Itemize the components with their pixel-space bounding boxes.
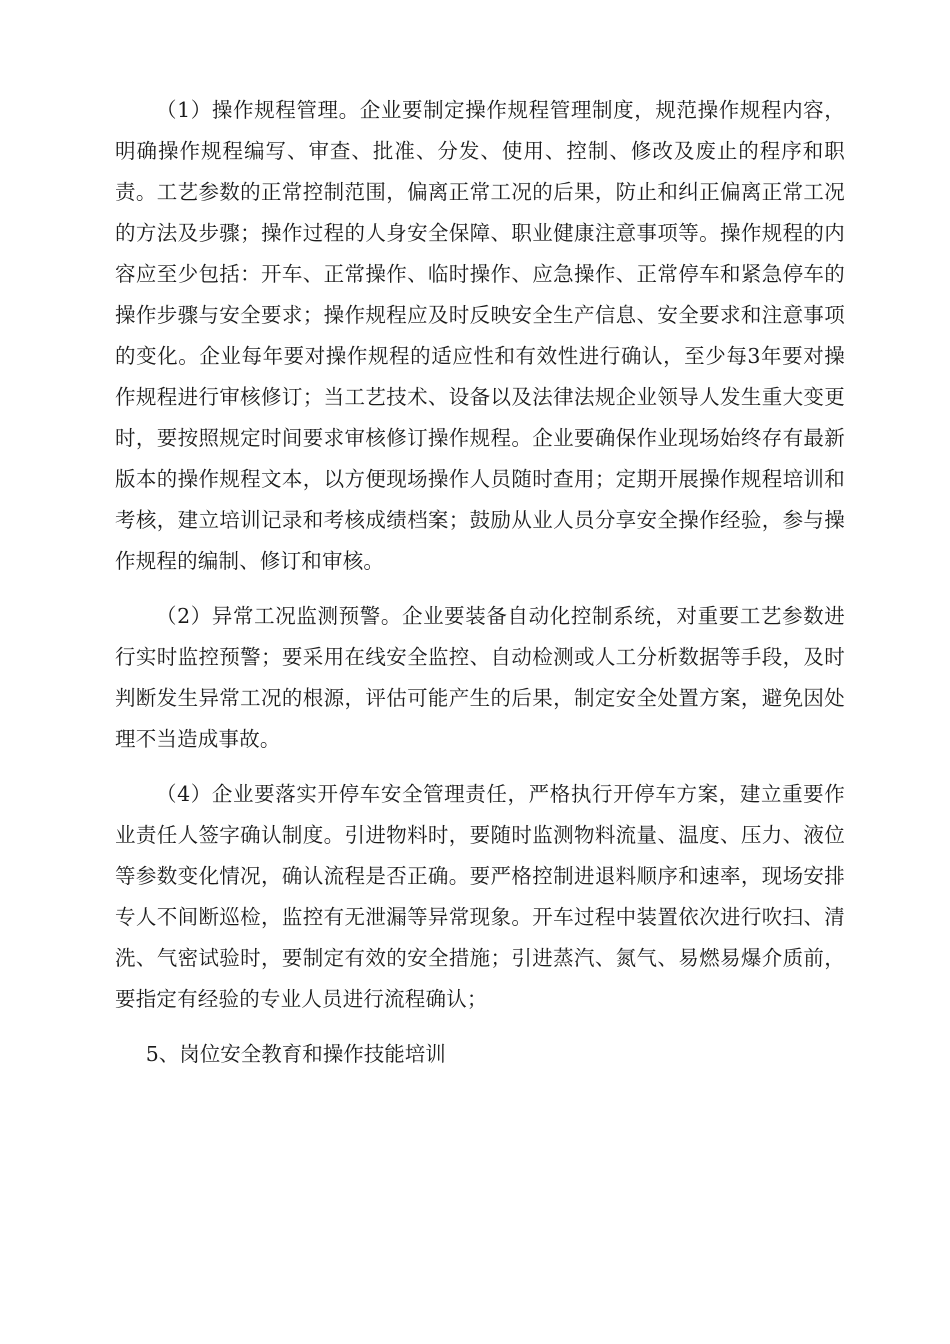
paragraph-operating-procedures: （1）操作规程管理。企业要制定操作规程管理制度，规范操作规程内容，明确操作规程编写、审查、批准、分发、使用、控制、修改及废止的程序和职责。工艺参数的正常控制范围，偏离正常工况的后果，防止和纠正偏离正常工况的方法及步骤；操作过程的人身安全保障、职业健康注意事项等。操作规程的内容应至少包括：开车、正常操作、临时操作、应急操作、正常停车和紧急停车的操作步骤与安全要求；操作规程应及时反映安全生产信息、安全要求和注意事项的变化。企业每年要对操作规程的适应性和有效性进行确认，至少每3年要对操作规程进行审核修订；当工艺技术、设备以及法律法规企业领导人发生重大变更时，要按照规定时间要求审核修订操作规程。企业要确保作业现场始终存有最新版本的操作规程文本，以方便现场操作人员随时查用；定期开展操作规程培训和考核，建立培训记录和考核成绩档案；鼓励从业人员分享安全操作经验，参与操作规程的编制、修订和审核。	[115, 98, 845, 573]
paragraph-abnormal-monitoring: （2）异常工况监测预警。企业要装备自动化控制系统，对重要工艺参数进行实时监控预警；要采用在线安全监控、自动检测或人工分析数据等手段，及时判断发生异常工况的根源，评估可能产生的后果，制定安全处置方案，避免因处理不当造成事故。	[115, 604, 845, 751]
paragraph-startup-shutdown: （4）企业要落实开停车安全管理责任，严格执行开停车方案，建立重要作业责任人签字确认制度。引进物料时，要随时监测物料流量、温度、压力、液位等参数变化情况，确认流程是否正确。要严格控制进退料顺序和速率，现场安排专人不间断巡检，监控有无泄漏等异常现象。开车过程中装置依次进行吹扫、清洗、气密试验时，要制定有效的安全措施；引进蒸汽、氮气、易燃易爆介质前，要指定有经验的专业人员进行流程确认；	[115, 782, 845, 1011]
section-heading-training: 5、岗位安全教育和操作技能培训	[145, 1042, 446, 1066]
document-body	[115, 90, 845, 1075]
